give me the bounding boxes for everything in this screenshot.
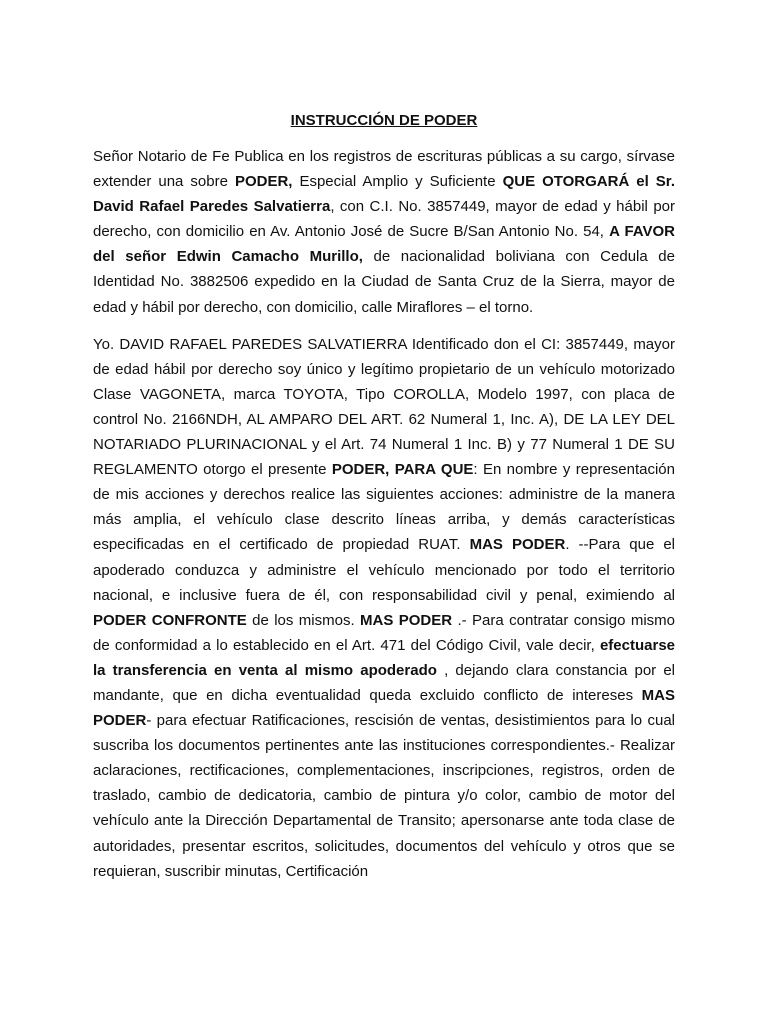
paragraph-request — [93, 144, 675, 320]
bold-text-run: efectuarse la transferencia en venta al mismo apoderado — [93, 636, 675, 679]
text-run: de nacionalidad boliviana con Cedula de Identidad No. 3882506 expedido en la Ciudad de Santa Cruz de la Sierra, mayor de edad y hábil por derecho, con domicilio, calle Miraflores – el torno. — [93, 248, 675, 316]
text-run: Señor Notario de Fe Publica en los registros de escrituras públicas a su cargo, sírvase extender una sobre — [93, 148, 675, 191]
text-run: Especial Amplio y Suficiente — [292, 173, 503, 191]
text-run: .- Para contratar consigo mismo de conformidad a lo establecido en el Art. 471 del Código Civil, vale decir, — [93, 611, 675, 654]
bold-text-run: PODER, — [234, 173, 293, 191]
bold-text-run: MAS PODER — [469, 536, 566, 554]
text-run: : En nombre y representación de mis acciones y derechos realice las siguientes acciones: administre de la manera más amplia, el vehículo clase descrito líneas arriba, y demás características especificadas en el certificado de propiedad RUAT. — [93, 461, 675, 554]
bold-text-run: PODER CONFRONTE — [93, 611, 247, 629]
text-run: de los mismos. — [246, 611, 361, 629]
paragraph-declaration — [93, 332, 675, 884]
text-run: , con C.I. No. 3857449, mayor de edad y hábil por derecho, con domicilio en Av. Antonio José de Sucre B/San Antonio No. 54, — [93, 198, 675, 241]
bold-text-run: MAS PODER — [360, 611, 453, 629]
text-run: Yo. DAVID RAFAEL PAREDES SALVATIERRA Identificado don el CI: 3857449, mayor de edad hábil por derecho soy único y legítimo propietario de un vehículo motorizado Clase VAGONETA, marca TOYOTA, Tipo COROLLA, Modelo 1997, con placa de control No. 2166NDH, AL AMPARO DEL ART. 62 Numeral 1, Inc. A), DE LA LEY DEL NOTARIADO PLURINACIONAL y el Art. 74 Numeral 1 Inc. B) y 77 Numeral 1 DE SU REGLAMENTO otorgo el presente — [93, 335, 675, 479]
document-title: INSTRUCCIÓN DE PODER — [290, 112, 478, 129]
document-body — [93, 144, 675, 884]
text-run: , dejando clara constancia por el mandante, que en dicha eventualidad queda excluido conflicto de intereses — [93, 661, 675, 704]
text-run: - para efectuar Ratificaciones, rescisión de ventas, desistimientos para lo cual suscriba los documentos pertinentes ante las instituciones correspondientes.- Realizar aclaraciones, rectificaciones, complementaciones, inscripciones, registros, orden de traslado, cambio de dedicatoria, cambio de pintura y/o color, cambio de motor del vehículo ante la Dirección Departamental de Transito; apersonarse ante toda clase de autoridades, presentar escritos, solicitudes, documentos del vehículo y otros que se requieran, suscribir minutas, Certificación — [93, 712, 675, 880]
bold-text-run: QUE OTORGARÁ el Sr. David Rafael Paredes Salvatierra — [93, 173, 675, 216]
bold-text-run: MAS PODER — [93, 686, 675, 730]
bold-text-run: A FAVOR del señor Edwin Camacho Murillo, — [93, 223, 675, 266]
text-run: . --Para que el apoderado conduzca y administre el vehículo mencionado por todo el territorio nacional, e inclusive fuera de él, con responsabilidad civil y penal, eximiendo al — [93, 536, 676, 604]
bold-text-run: PODER, PARA QUE — [331, 461, 474, 479]
